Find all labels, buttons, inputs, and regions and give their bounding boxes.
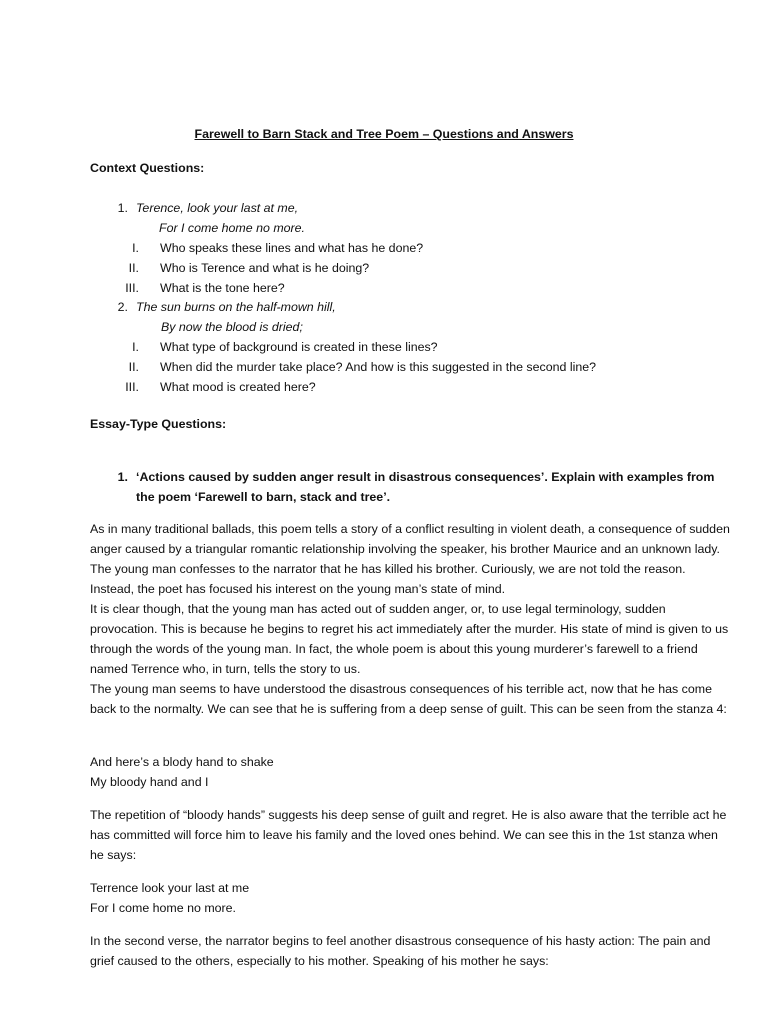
poem-quote-2	[90, 878, 730, 918]
page-title: Farewell to Barn Stack and Tree Poem – Questions and Answers	[194, 127, 574, 141]
answer-paragraphs	[90, 519, 730, 719]
sub-question-text: Who speaks these lines and what has he done?	[160, 241, 424, 255]
sub-question-text: When did the murder take place? And how is this suggested in the second line?	[160, 360, 597, 374]
sub-question	[90, 337, 730, 357]
poem-quote-1	[90, 752, 730, 792]
sub-question-text: What type of background is created in these lines?	[160, 340, 438, 354]
sub-question-number: III.	[125, 380, 139, 394]
quote-line: And here’s a blody hand to shake	[90, 755, 274, 769]
sub-question-number: III.	[125, 281, 139, 295]
sub-question-text: Who is Terence and what is he doing?	[160, 261, 370, 275]
quote-line: For I come home no more.	[159, 221, 305, 235]
context-questions-heading: Context Questions:	[90, 161, 205, 175]
paragraph: As in many traditional ballads, this poem tells a story of a conflict resulting in violent death, a consequence of sudden anger caused by a triangular romantic relationship involving the speaker, his brother Maurice and an unknown lady. The young man confesses to the narrator that he has killed his brother. Curiously, we are not told the reason. Instead, the poet has focused his interest on the young man’s state of mind.	[90, 522, 730, 596]
quote-line: Terence, look your last at me,	[136, 201, 299, 215]
quote-line: For I come home no more.	[90, 901, 236, 915]
answer-paragraph-5	[90, 931, 730, 971]
paragraph: The young man seems to have understood the disastrous consequences of his terrible act, now that he has come back to the normalty. We can see that he is suffering from a deep sense of guilt. This can be seen from the stanza 4:	[90, 682, 727, 716]
question-number: 1.	[117, 201, 128, 215]
quote-line: Terrence look your last at me	[90, 881, 250, 895]
quote-line: The sun burns on the half-mown hill,	[136, 300, 336, 314]
essay-question-text: ‘Actions caused by sudden anger result in disastrous consequences’. Explain with examples from the poem ‘Farewell to barn, stack and tree’.	[136, 470, 715, 504]
context-question-2	[90, 297, 730, 397]
essay-question-1	[90, 467, 730, 507]
question-number: 1.	[117, 470, 128, 484]
paragraph: It is clear though, that the young man has acted out of sudden anger, or, to use legal terminology, sudden provocation. This is because he begins to regret his act immediately after the murder. His state of mind is given to us through the words of the young man. In fact, the whole poem is about this young murderer’s farewell to a friend named Terrence who, in turn, tells the story to us.	[90, 602, 729, 676]
sub-question-number: II.	[128, 261, 139, 275]
answer-paragraph-4	[90, 805, 730, 865]
context-question-1	[90, 198, 730, 298]
sub-question	[90, 258, 730, 278]
sub-question-number: I.	[132, 340, 139, 354]
quote-line: My bloody hand and I	[90, 775, 209, 789]
sub-question	[90, 377, 730, 397]
sub-question-number: II.	[128, 360, 139, 374]
question-number: 2.	[117, 300, 128, 314]
sub-question-text: What mood is created here?	[160, 380, 316, 394]
sub-question	[90, 278, 730, 298]
sub-question-number: I.	[132, 241, 139, 255]
paragraph: The repetition of “bloody hands” suggests his deep sense of guilt and regret. He is also aware that the terrible act he has committed will force him to leave his family and the loved ones behind. We can see this in the 1st stanza when he says:	[90, 808, 727, 862]
paragraph: In the second verse, the narrator begins to feel another disastrous consequence of his hasty action: The pain and grief caused to the others, especially to his mother. Speaking of his mother he says:	[90, 934, 711, 968]
sub-question	[90, 238, 730, 258]
essay-questions-heading: Essay-Type Questions:	[90, 417, 227, 431]
sub-question	[90, 357, 730, 377]
sub-question-text: What is the tone here?	[160, 281, 285, 295]
quote-line: By now the blood is dried;	[161, 320, 303, 334]
